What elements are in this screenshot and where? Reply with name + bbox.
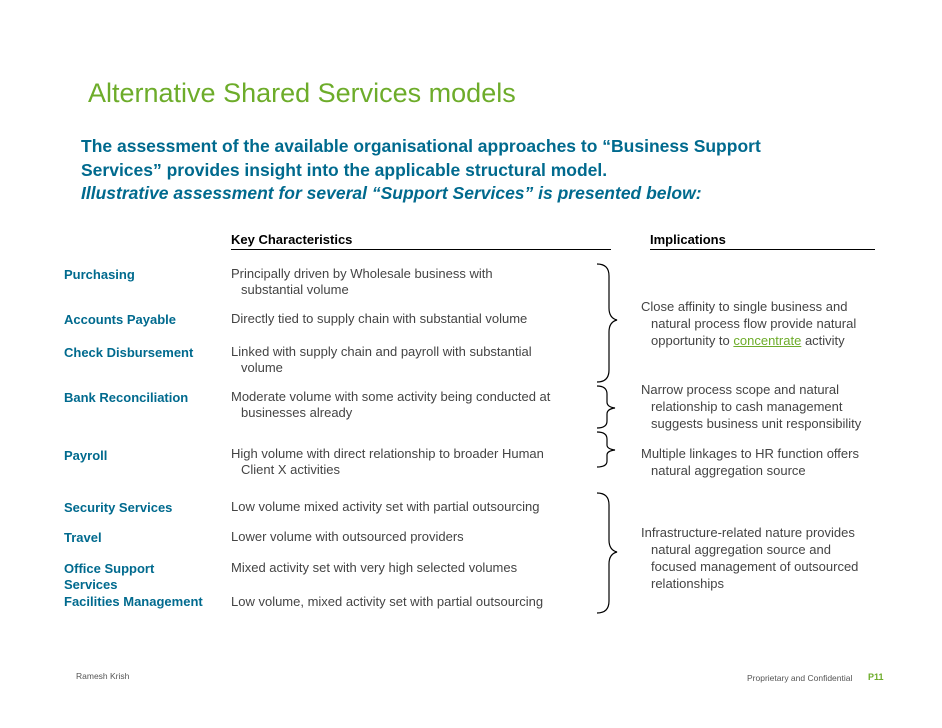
service-office-support [64, 561, 154, 593]
service-bank-reconciliation: Bank Reconciliation [64, 390, 189, 405]
intro-line-1: The assessment of the available organisational approaches to “Business Support [81, 136, 761, 156]
characteristic-bank-reconciliation: Moderate volume with some activity being conducted at businesses already [231, 389, 551, 420]
footer-confidential: Proprietary and Confidential [747, 673, 853, 683]
implication-1: Close affinity to single business and natural process flow provide natural opportunity to concentrate activity [641, 299, 857, 348]
concentrate-emphasis: concentrate [733, 333, 802, 348]
implication-4: Infrastructure-related nature provides natural aggregation source and focused management of outsourced relationships [641, 525, 859, 591]
service-check-disbursement: Check Disbursement [64, 345, 194, 360]
intro-line-3: Illustrative assessment for several “Support Services” is presented below: [81, 183, 702, 203]
characteristic-accounts-payable: Directly tied to supply chain with substantial volume [231, 311, 528, 326]
characteristic-purchasing: Principally driven by Wholesale business with substantial volume [231, 266, 493, 297]
service-accounts-payable: Accounts Payable [64, 312, 176, 327]
service-office-support-line1: Office Support [64, 561, 155, 576]
characteristic-office-support: Mixed activity set with very high selected volumes [231, 560, 518, 575]
service-facilities-management: Facilities Management [64, 594, 203, 609]
characteristic-payroll: High volume with direct relationship to broader Human Client X activities [231, 446, 544, 477]
key-characteristics-header: Key Characteristics [231, 232, 611, 250]
characteristic-travel: Lower volume with outsourced providers [231, 529, 464, 544]
service-purchasing: Purchasing [64, 267, 135, 282]
characteristic-check-disbursement: Linked with supply chain and payroll with substantial volume [231, 344, 532, 375]
implication-3: Multiple linkages to HR function offers natural aggregation source [641, 446, 859, 478]
service-security-services: Security Services [64, 500, 173, 515]
characteristic-facilities-management: Low volume, mixed activity set with partial outsourcing [231, 594, 544, 609]
service-office-support-line2: Services [64, 577, 118, 592]
service-travel: Travel [64, 530, 102, 545]
brace-group-icons [595, 0, 625, 728]
brace-icon-3 [597, 432, 615, 467]
page-number: P11 [868, 672, 884, 682]
implication-2: Narrow process scope and natural relationship to cash management suggests business unit responsibility [641, 382, 862, 431]
brace-icon-4 [597, 493, 617, 613]
characteristic-security-services: Low volume mixed activity set with partial outsourcing [231, 499, 540, 514]
footer-author: Ramesh Krish [76, 671, 130, 681]
brace-icon-2 [597, 386, 615, 428]
implications-header: Implications [650, 232, 875, 250]
service-payroll: Payroll [64, 448, 108, 463]
page-title: Alternative Shared Services models [88, 78, 516, 108]
brace-icon-1 [597, 264, 617, 382]
intro-line-2: Services” provides insight into the applicable structural model. [81, 160, 608, 180]
